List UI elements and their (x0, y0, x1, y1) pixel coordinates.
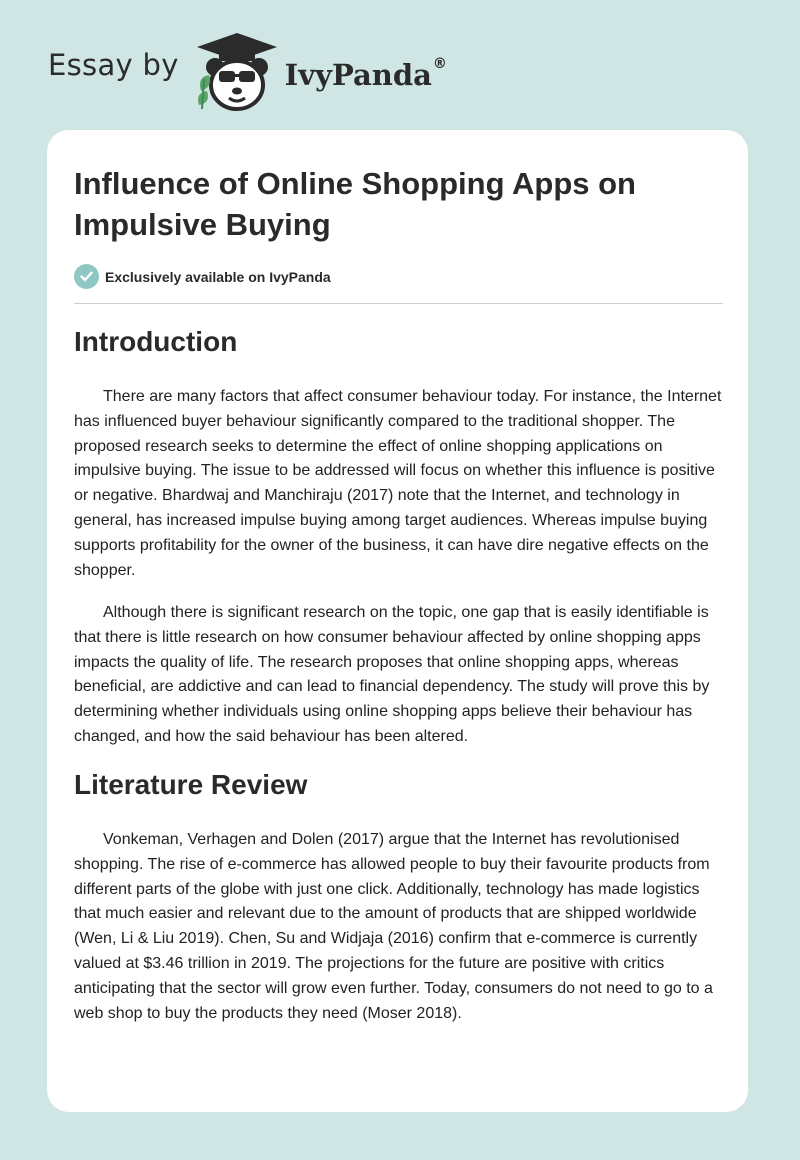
paragraph: There are many factors that affect consumer behaviour today. For instance, the Internet has influenced buyer behaviour significantly compared to the traditional shopper. The proposed research seeks to determine the effect of online shopping applications on impulsive buying. The issue to be addressed will focus on whether this influence is positive or negative. Bhardwaj and Manchiraju (2017) note that the Internet, and technology in general, has increased impulse buying among target audiences. Whereas impulse buying supports profitability for the owner of the business, it can have dire negative effects on the shopper. (74, 388, 722, 579)
exclusive-badge (74, 264, 331, 289)
brand-name[interactable] (285, 58, 447, 92)
article-card (47, 130, 748, 1112)
article-title: Influence of Online Shopping Apps on Impulsive Buying (74, 166, 636, 242)
exclusive-badge-text: Exclusively available on IvyPanda (105, 268, 331, 285)
section-heading-literature-review: Literature Review (74, 769, 308, 800)
brand-name-text: IvyPanda (284, 58, 432, 92)
section-heading-introduction: Introduction (74, 326, 238, 357)
paragraph: Vonkeman, Verhagen and Dolen (2017) argue that the Internet has revolutionised shopping. The rise of e-commerce has allowed people to buy their favourite products from different parts of the globe with just one click. Additionally, technology has made logistics that much easier and relevant due to the amount of products that are shipped worldwide (Wen, Li & Liu 2019). Chen, Su and Widjaja (2016) confirm that e-commerce is currently valued at $3.46 trillion in 2019. The projections for the future are positive with critics anticipating that the sector will grow even further. Today, consumers do not need to go to a web shop to buy the products they need (Moser 2018). (74, 831, 713, 1022)
title-divider (74, 303, 723, 304)
essay-by-label: Essay by (48, 48, 179, 82)
check-circle-icon (74, 264, 99, 289)
site-header (48, 28, 447, 118)
paragraph: Although there is significant research on the topic, one gap that is easily identifiable is that there is little research on how consumer behaviour affected by online shopping apps impacts the quality of life. The research proposes that online shopping apps, whereas beneficial, are addictive and can lead to financial dependency. The study will prove this by determining whether individuals using online shopping apps believe their behaviour has changed, and how the said behaviour has been altered. (74, 604, 710, 745)
panda-graduate-logo-icon[interactable] (193, 31, 281, 115)
registered-mark: ® (432, 56, 447, 73)
